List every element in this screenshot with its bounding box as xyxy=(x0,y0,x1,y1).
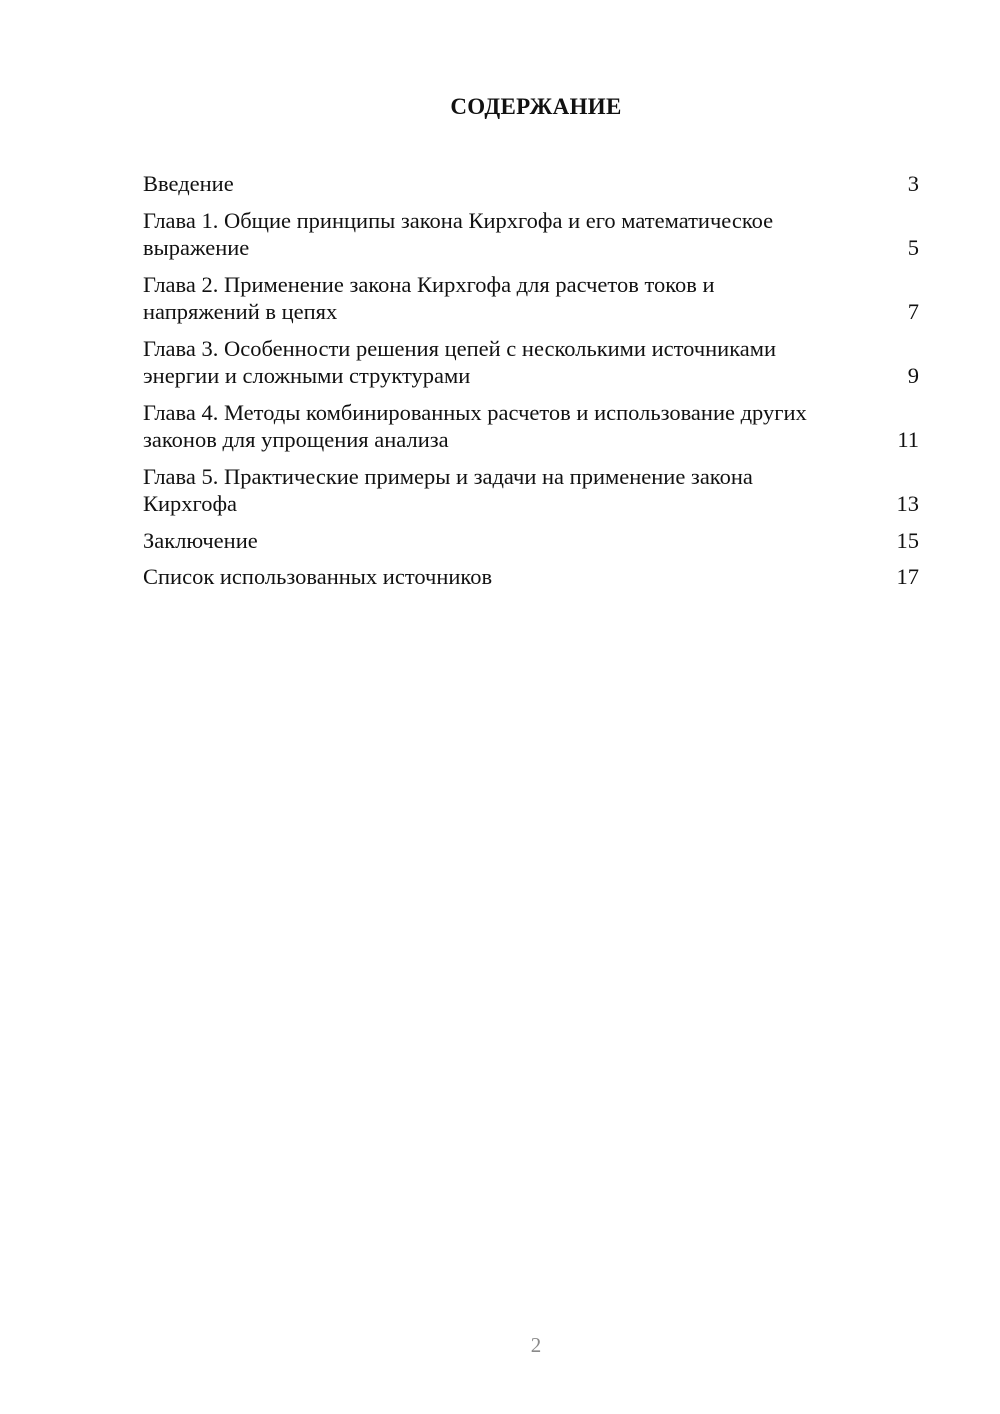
toc-entry-page-number: 13 xyxy=(896,491,919,516)
table-of-contents xyxy=(143,170,919,600)
toc-entry-chapter-4[interactable] xyxy=(143,399,919,454)
toc-entry-references[interactable] xyxy=(143,563,919,591)
toc-entry-label: Введение xyxy=(143,171,234,196)
toc-entry-page-number: 5 xyxy=(907,235,919,260)
toc-entry-label: Глава 3. Особенности решения цепей с несколькими источниками энергии и сложными структурами xyxy=(143,335,777,388)
toc-entry-page-number: 15 xyxy=(896,527,919,553)
toc-entry-introduction[interactable] xyxy=(143,170,919,198)
toc-entry-page-number: 9 xyxy=(907,363,919,388)
toc-entry-chapter-5[interactable] xyxy=(143,463,919,518)
page-title: СОДЕРЖАНИЕ xyxy=(450,94,622,119)
toc-entry-label: Список использованных источников xyxy=(143,564,493,589)
toc-entry-chapter-1[interactable] xyxy=(143,207,919,262)
toc-entry-page-number: 7 xyxy=(907,299,919,324)
toc-entry-chapter-2[interactable] xyxy=(143,271,919,326)
toc-entry-page-number: 11 xyxy=(897,427,919,452)
toc-entry-chapter-3[interactable] xyxy=(143,335,919,390)
toc-entry-page-number: 3 xyxy=(907,171,919,196)
toc-entry-label: Глава 4. Методы комбинированных расчетов и использование других законов для упрощения анализа xyxy=(143,399,807,452)
toc-entry-label: Глава 1. Общие принципы закона Кирхгофа и его математическое выражение xyxy=(143,207,774,260)
toc-entry-label: Глава 2. Применение закона Кирхгофа для расчетов токов и напряжений в цепях xyxy=(143,271,715,324)
page-number: 2 xyxy=(530,1333,542,1357)
toc-entry-page-number: 17 xyxy=(896,564,919,589)
toc-entry-label: Заключение xyxy=(143,527,258,553)
toc-entry-label: Глава 5. Практические примеры и задачи на применение закона Кирхгофа xyxy=(143,463,753,516)
toc-entry-conclusion[interactable] xyxy=(143,527,919,555)
